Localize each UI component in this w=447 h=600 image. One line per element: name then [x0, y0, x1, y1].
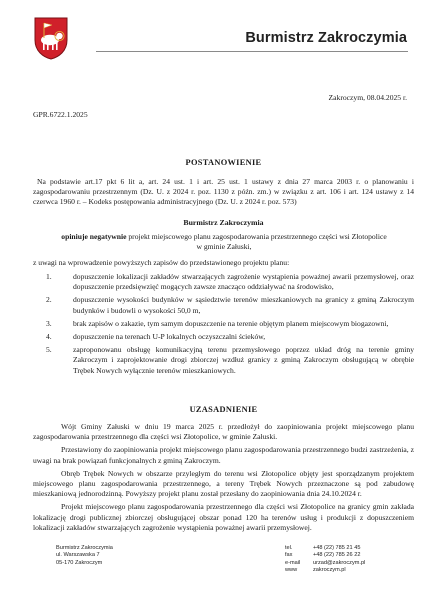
list-item-number: 5. [46, 345, 52, 355]
footer-address-line: 05-170 Zakroczym [56, 559, 103, 566]
reasons-list [33, 272, 414, 379]
footer-label-email: e-mail [285, 559, 301, 566]
justification-body [33, 422, 414, 536]
footer-phone: +48 (22) 785 21 45 [313, 545, 361, 551]
letterhead-title: Burmistrz Zakroczymia [245, 30, 407, 46]
list-item-number: 1. [46, 272, 52, 281]
list-item [33, 319, 414, 329]
letterhead [0, 0, 447, 85]
justification-paragraph: Projekt miejscowego planu zagospodarowania przestrzennego dla części wsi Złotopolice na granicy gmin zakłada lokalizację drogi publicznej zbiorczej obsługującej obszar ponad 120 ha terenów usług i produkcji z dopuszczeniem lokalizacji zakładów stwarzających zagrożenie wystąpienia poważnej awarii przemysłowej. [33, 502, 414, 532]
list-item-text: dopuszczenie lokalizacji zakładów stwarzających zagrożenie wystąpienia poważnej awarii przemysłowej, oraz dopuszczenie przedsięwzięć mogących zawsze znacząco oddziaływać na środowisko, [73, 272, 414, 292]
list-item-text: brak zapisów o zakazie, tym samym dopuszczenie na terenie objętym planem miejscowym biogazowni, [73, 318, 389, 328]
list-item-text: zaproponowanu obsługę komunikacyjną terenu przemysłowego poprzez układ dróg na terenie gminy Zakroczym i zaprojektowanie drogi zbiorczej wzdłuż granicy z gminą Zakroczym obsługującą w obrębie Trębek Nowych wyłącznie terenów mieszkaniowych. [73, 345, 414, 375]
decision-statement [60, 232, 388, 252]
list-intro: z uwagi na wprowadzenie powyższych zapisów do przedstawionego projektu planu: [33, 258, 290, 267]
footer-label-phone: tel. [285, 545, 293, 551]
footer [0, 545, 447, 600]
footer-label-www: www [285, 567, 298, 574]
coat-of-arms-icon [33, 16, 69, 60]
footer-website-link[interactable]: zakroczym.pl [313, 567, 346, 574]
date-line: Zakroczym, 08.04.2025 r. [328, 93, 407, 102]
footer-address-line: ul. Warszawska 7 [56, 552, 100, 559]
decision-verdict: opiniuje negatywnie [61, 232, 127, 241]
justification-title: UZASADNIENIE [189, 405, 258, 414]
list-item-text: dopuszczenie wysokości budynków w sąsiedztwie terenów mieszkaniowych na granicy z gminą Zakroczym budynków i budowli o wysokości 50,0 m, [73, 295, 414, 315]
justification-paragraph: Wójt Gminy Załuski w dniu 19 marca 2025 r. przedłożył do zaopiniowania projekt miejscowego planu zagospodarowania przestrzennego dla części wsi Złotopolice, w gminie Załuski. [33, 422, 414, 442]
justification-paragraph: Obręb Trębek Nowych w obszarze przyległym do terenu wsi Złotopolice objęty jest sporządzanym projektem miejscowego planu zagospodarowania przestrzennego, a tereny Trębek Nowych przeznaczone są pod zabudowę mieszkaniową jednorodzinną. Powyższy projekt planu został przesłany do zaopiniowania dnia 24.10.2024 r. [33, 468, 414, 499]
list-item-number: 4. [46, 332, 52, 342]
letterhead-divider [96, 51, 408, 52]
footer-address-line: Burmistrz Zakroczymia [56, 545, 113, 551]
footer-contact-labels [285, 545, 300, 575]
list-item-text: dopuszczenie na terenach U-P lokalnych oczyszczalni ścieków, [73, 332, 266, 342]
footer-address [56, 545, 113, 567]
document-title: POSTANOWIENIE [185, 158, 262, 167]
list-item-number: 3. [46, 318, 52, 328]
justification-paragraph: Przestawiony do zaopiniowania projekt miejscowego planu zagospodarowania przestrzennego budzi zastrzeżenia, z uwagi na brak powiązań funkcjonalnych z gminą Zakroczym. [33, 445, 414, 465]
list-item [33, 295, 414, 315]
footer-email-link[interactable]: urzad@zakroczym.pl [313, 559, 366, 566]
issuer-name: Burmistrz Zakroczymia [183, 218, 264, 227]
list-item [33, 345, 414, 376]
list-item [33, 332, 414, 342]
list-item-number: 2. [46, 295, 52, 305]
legal-basis: Na podstawie art.17 pkt 6 lit a, art. 24 ust. 1 i art. 25 ust. 1 ustawy z dnia 27 marca 2003 r. o planowaniu i zagospodarowaniu przestrzennym (Dz. U. z 2024 r. poz. 1130 z późn. zm.) w związku z art. 106 i art. 124 ustawy z 14 czerwca 1960 r. – Kodeks postępowania administracyjnego (Dz. U. z 2024 r. poz. 573) [33, 177, 414, 207]
reference-number: GPR.6722.1.2025 [33, 110, 88, 119]
footer-fax: +48 (22) 785 26 22 [313, 552, 361, 559]
footer-contact-values [313, 545, 365, 575]
decision-subject: projekt miejscowego planu zagospodarowania przestrzennego części wsi Złotopolice w gminie Załuski, [126, 232, 387, 252]
list-item [33, 272, 414, 292]
footer-label-fax: fax [285, 552, 293, 559]
